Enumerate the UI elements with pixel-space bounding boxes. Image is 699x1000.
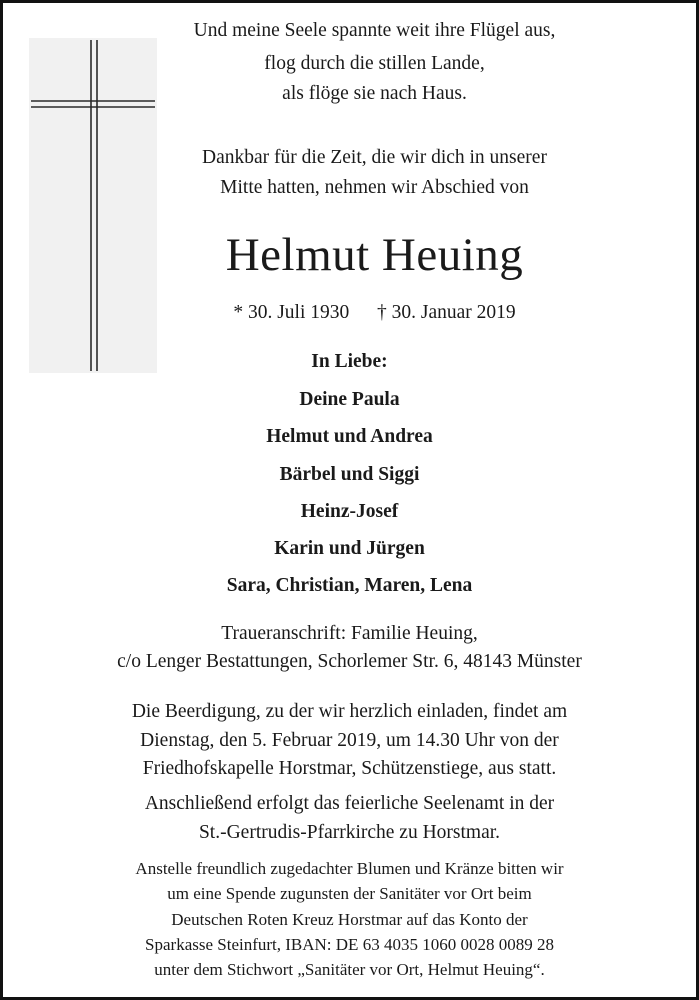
funeral-line-2: Dienstag, den 5. Februar 2019, um 14.30 Uhr von der: [140, 730, 559, 751]
mourner-name: Sara, Christian, Maren, Lena: [226, 575, 473, 596]
life-dates: [0, 302, 699, 324]
funeral-line-1: Die Beerdigung, zu der wir herzlich einladen, findet am: [131, 701, 568, 722]
mourners-heading: In Liebe:: [311, 351, 388, 372]
birth-date: * 30. Juli 1930: [233, 302, 350, 323]
mourner-name: Bärbel und Siggi: [279, 464, 420, 485]
mourner-name: Karin und Jürgen: [274, 538, 425, 559]
deceased-name: Helmut Heuing: [225, 229, 524, 281]
address-line-2: c/o Lenger Bestattungen, Schorlemer Str. 6, 48143 Münster: [117, 651, 582, 672]
donation-line-2: um eine Spende zugunsten der Sanitäter vor Ort beim: [167, 884, 532, 903]
funeral-line-3: Friedhofskapelle Horstmar, Schützenstiege, aus statt.: [142, 758, 557, 779]
poem-line-2: flog durch die stillen Lande,: [264, 53, 485, 74]
donation-line-5: unter dem Stichwort „Sanitäter vor Ort, Helmut Heuing“.: [154, 960, 545, 979]
mourner-name: Deine Paula: [299, 389, 400, 410]
donation-line-1: Anstelle freundlich zugedachter Blumen und Kränze bitten wir: [135, 859, 564, 878]
mourner-name: Heinz-Josef: [300, 501, 399, 522]
donation-line-4: Sparkasse Steinfurt, IBAN: DE 63 4035 1060 0028 0089 28: [145, 935, 554, 954]
poem-line-3: als flöge sie nach Haus.: [282, 83, 467, 104]
address-line-1: Traueranschrift: Familie Heuing,: [221, 623, 478, 644]
mourner-name: Helmut und Andrea: [266, 426, 433, 447]
poem-line-1: Und meine Seele spannte weit ihre Flügel aus,: [193, 20, 556, 41]
intro-line-2: Mitte hatten, nehmen wir Abschied von: [220, 177, 529, 198]
funeral-line-4: Anschließend erfolgt das feierliche Seelenamt in der: [144, 793, 555, 814]
donation-line-3: Deutschen Roten Kreuz Horstmar auf das Konto der: [171, 910, 528, 929]
intro-line-1: Dankbar für die Zeit, die wir dich in unserer: [202, 147, 547, 168]
death-date: † 30. Januar 2019: [377, 302, 516, 323]
funeral-line-5: St.-Gertrudis-Pfarrkirche zu Horstmar.: [198, 822, 501, 843]
